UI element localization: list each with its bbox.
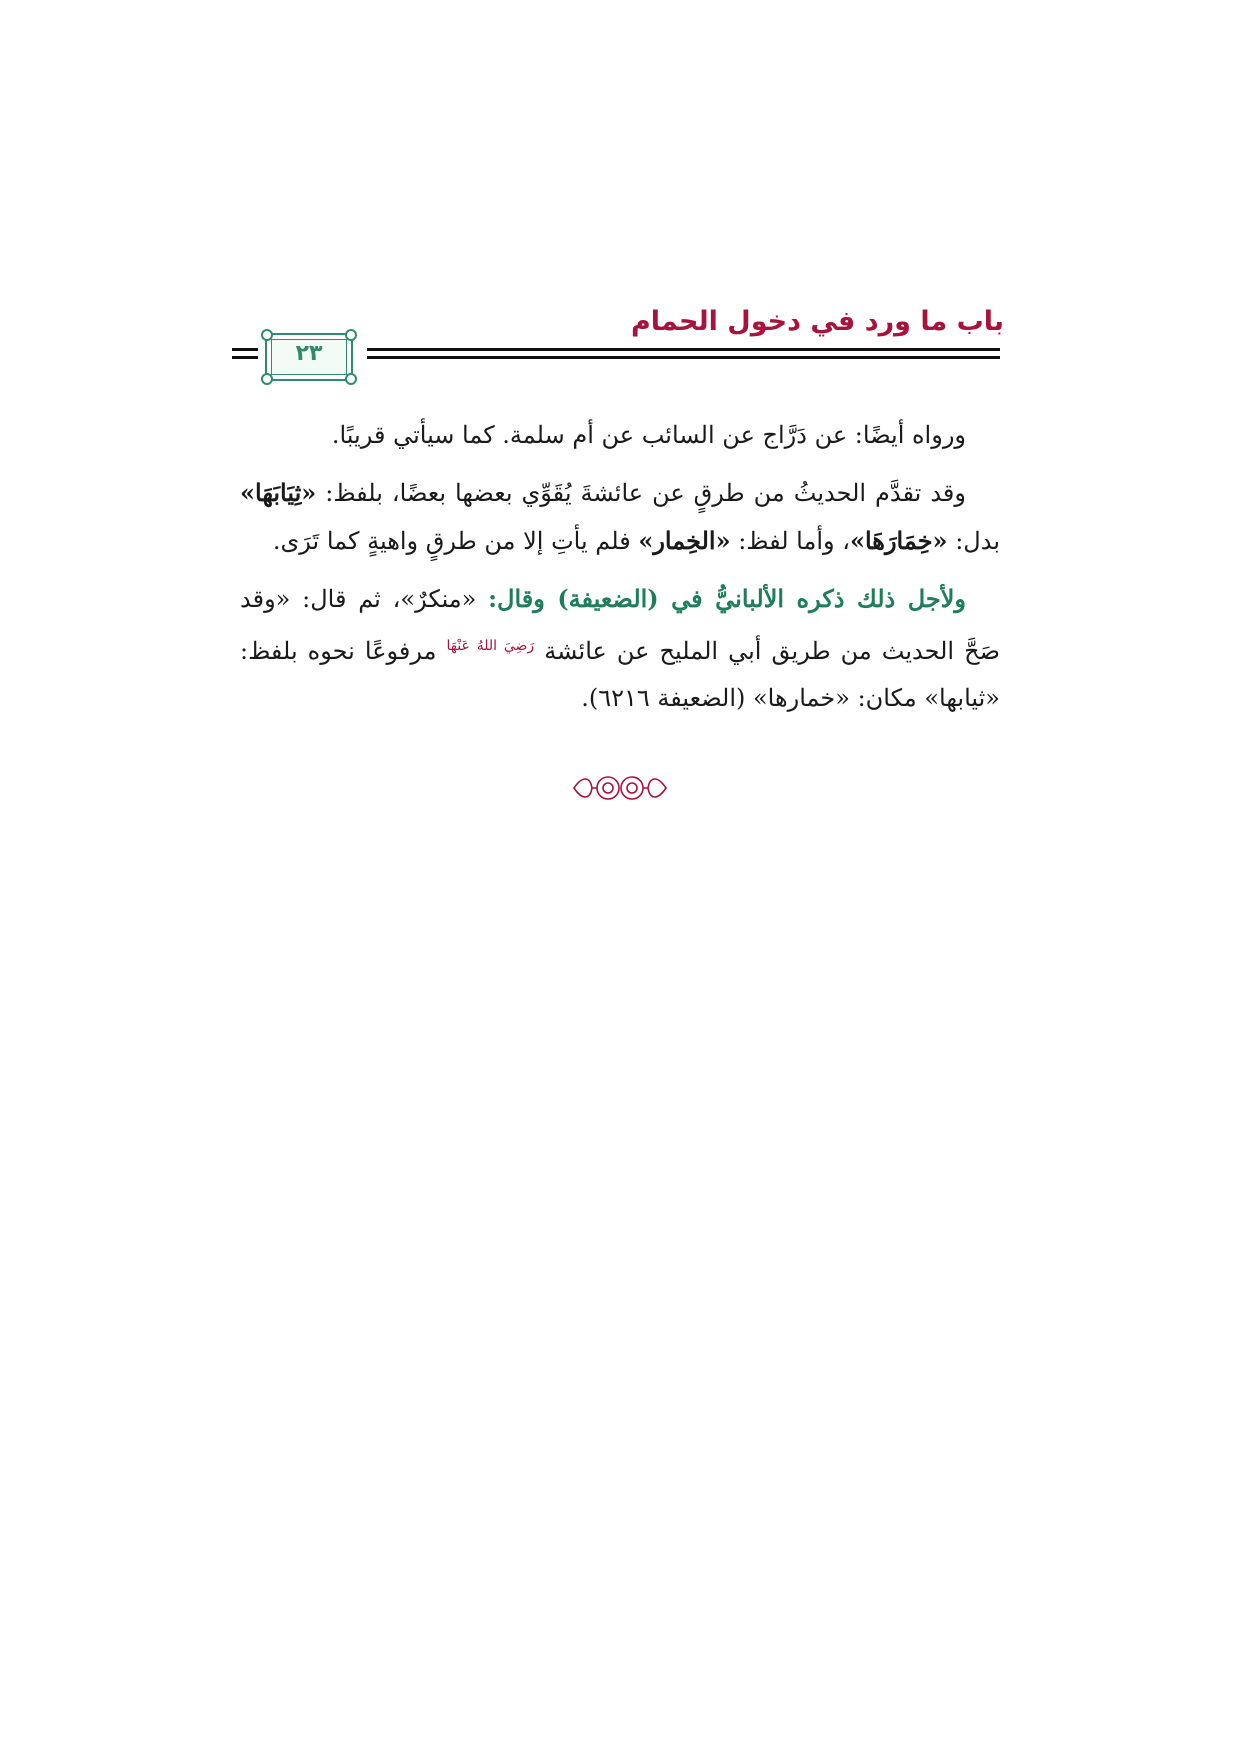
ornament-right-flower-center: [627, 783, 637, 793]
quoted-word-alkhimar: «الخِمار»: [638, 526, 731, 555]
header-rule-left-top: [232, 348, 258, 351]
p2-text: ، وأما لفظ:: [730, 527, 850, 555]
p2-text: فلم يأتِ إلا من طرقٍ واهيةٍ كما تَرَى.: [272, 527, 639, 555]
floral-divider-icon: [570, 770, 670, 806]
header-rule-right-bottom: [367, 356, 1000, 359]
badge-corner-ornament: [261, 329, 273, 341]
p3-text: مرفوعًا نحوه بلفظ: «ثيابها» مكان: «خمارها» (الضعيفة ٦٢١٦).: [240, 637, 1000, 712]
paragraph-1: [240, 412, 1000, 459]
paragraph-1-text: ورواه أيضًا: عن دَرَّاج عن السائب عن أم سلمة. كما سيأتي قريبًا.: [331, 421, 966, 449]
ornament-left-flower-center: [603, 783, 613, 793]
paragraph-2: [240, 469, 1000, 565]
ornament-right-flower: [621, 777, 643, 799]
emphasis-intro: ولأجل ذلك ذكره الألبانيُّ في (الضعيفة) وقال:: [488, 584, 967, 613]
quoted-word-khimaraha: «خِمَارَهَا»: [849, 526, 948, 555]
main-text: [240, 412, 1000, 732]
ornament-right-leaf: [648, 779, 666, 797]
honorific-glyph: رَضِيَ اللهُ عَنْهَا: [446, 638, 535, 654]
badge-corner-ornament: [345, 329, 357, 341]
p2-text: وقد تقدَّم الحديثُ من طرقٍ عن عائشةَ يُقَوِّي بعضها بعضًا، بلفظ:: [316, 479, 966, 507]
p3-text: «منكرٌ»، ثم قال: «وقد صَحَّ الحديث من طريق أبي المليح عن عائشة: [240, 585, 1001, 665]
p2-text: بدل:: [947, 527, 1000, 555]
page-number-badge: [265, 333, 353, 381]
header-rule-right-top: [367, 348, 1000, 351]
paragraph-3: [240, 575, 1000, 722]
ornament-left-leaf: [574, 779, 592, 797]
chapter-title: باب ما ورد في دخول الحمام: [631, 306, 1004, 337]
header-rule-left-bottom: [232, 356, 258, 359]
badge-corner-ornament: [345, 373, 357, 385]
page-number: ٢٣: [295, 341, 323, 366]
badge-corner-ornament: [261, 373, 273, 385]
ornament-left-flower: [597, 777, 619, 799]
quoted-word-thiyabaha: «ثِيَابَهَا»: [240, 478, 317, 507]
